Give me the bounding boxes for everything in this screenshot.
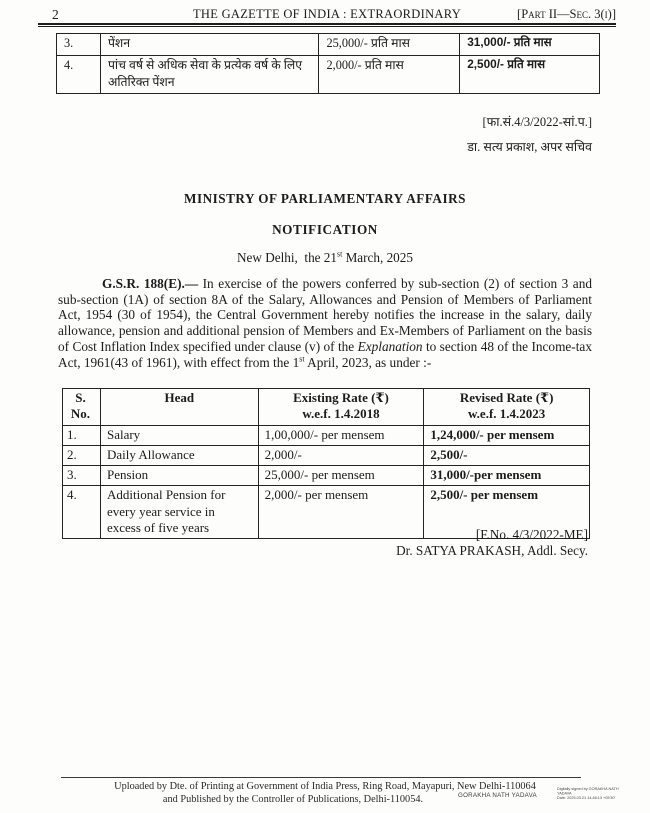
cell-head: Salary <box>100 425 258 445</box>
footer-upload-line: Uploaded by Dte. of Printing at Government of India Press, Ring Road, Mayapuri, New Delhi-110064 <box>114 781 536 792</box>
gsr-text-1: In exercise of the powers conferred by sub-section (2) of section 3 and sub-section (1A) of section 8A of the Salary, Allowances and Pension of Members of Parliament Act, 1954 (30 of 1954), the Central Government hereby notifies the increase in the salary, daily allowance, pension and additional pension of Members and Ex-Members of Parliament on the basis of Cost Inflation Index specified under clause (v) of the <box>58 276 592 354</box>
page-number: 2 <box>52 7 59 22</box>
header-existing-line1: Existing Rate (₹) <box>293 390 389 405</box>
date-text: New Delhi, the 21 <box>237 250 337 265</box>
table-row <box>57 56 600 94</box>
header-rule <box>38 23 616 27</box>
explanation-italic: Explanation <box>357 338 423 354</box>
signature-line1: Digitally signed by GORAKHA NATH <box>557 787 619 792</box>
header-serial <box>63 389 101 426</box>
table-row <box>63 445 590 465</box>
cell-serial: 4. <box>63 486 101 539</box>
signature-line2: YADAVA <box>557 791 572 796</box>
gsr-text-2: to section 48 of the Income-tax Act, 1961(43 of 1961), with effect from the 1 <box>58 338 592 370</box>
cell-revised-rate: 31,000/-per mensem <box>424 466 590 486</box>
cell-head: Daily Allowance <box>100 445 258 465</box>
digital-signer-name: GORAKHA NATH YADAVA <box>458 792 537 799</box>
table-row <box>63 466 590 486</box>
date-ordinal-suffix: st <box>299 354 305 364</box>
hindi-file-number: [फा.सं.4/3/2022-सां.प.] <box>482 115 592 129</box>
cell-revised-rate: 2,500/- per mensem <box>424 486 590 539</box>
cell-serial: 3. <box>63 466 101 486</box>
table-header-row <box>63 389 590 426</box>
date-ordinal-suffix: st <box>337 249 343 259</box>
header-serial-line1: S. <box>75 390 86 405</box>
part-section-label: [Part II—Sec. 3(i)] <box>517 7 616 21</box>
cell-existing-rate: 2,000/- <box>258 445 424 465</box>
ministry-heading: MINISTRY OF PARLIAMENTARY AFFAIRS <box>184 191 466 206</box>
cell-existing-rate: 1,00,000/- per mensem <box>258 425 424 445</box>
cell-existing-rate: 25,000/- प्रति मास <box>319 34 460 56</box>
header-revised-rate <box>424 389 590 426</box>
cell-revised-rate: 2,500/- <box>424 445 590 465</box>
rate-table <box>62 388 590 539</box>
cell-serial: 1. <box>63 425 101 445</box>
cell-head: Pension <box>100 466 258 486</box>
header-revised-line2: w.e.f. 1.4.2023 <box>468 406 546 422</box>
notification-heading: NOTIFICATION <box>272 222 378 237</box>
header-existing-line2: w.e.f. 1.4.2018 <box>302 406 380 422</box>
hindi-officer-name: डा. सत्य प्रकाश, अपर सचिव <box>467 140 592 154</box>
english-signoff <box>396 527 588 558</box>
place-date-line <box>0 250 650 266</box>
page-header <box>38 7 616 23</box>
footer-rule <box>61 777 581 778</box>
cell-serial: 2. <box>63 445 101 465</box>
gsr-paragraph <box>58 276 592 370</box>
header-serial-line2: No. <box>70 406 91 422</box>
table-row <box>57 34 600 56</box>
header-head: Head <box>100 389 258 426</box>
table-row <box>63 425 590 445</box>
gazette-title: THE GAZETTE OF INDIA : EXTRAORDINARY <box>192 7 462 21</box>
gsr-number: G.S.R. 188(E).— <box>102 276 199 291</box>
digital-signature-block <box>557 787 644 801</box>
file-number: [F.No. 4/3/2022-ME] <box>475 527 588 542</box>
cell-existing-rate: 2,000/- per mensem <box>258 486 424 539</box>
cell-head: पांच वर्ष से अधिक सेवा के प्रत्येक वर्ष के लिए अतिरिक्त पेंशन <box>100 56 319 94</box>
cell-revised-rate: 1,24,000/- per mensem <box>424 425 590 445</box>
header-revised-line1: Revised Rate (₹) <box>459 390 554 405</box>
officer-name: Dr. SATYA PRAKASH, Addl. Secy. <box>396 542 588 558</box>
cell-serial: 3. <box>57 34 101 56</box>
footer-publish-line: and Published by the Controller of Publications, Delhi-110054. <box>162 794 424 805</box>
gsr-text-3: April, 2023, as under :- <box>304 354 432 370</box>
cell-head: Additional Pension for every year service in excess of five years <box>100 486 258 539</box>
cell-serial: 4. <box>57 56 101 94</box>
cell-head: पेंशन <box>100 34 319 56</box>
cell-existing-rate: 2,000/- प्रति मास <box>319 56 460 94</box>
cell-revised-rate: 31,000/- प्रति मास <box>460 34 600 56</box>
hindi-signoff <box>467 110 592 160</box>
cell-existing-rate: 25,000/- per mensem <box>258 466 424 486</box>
header-existing-rate <box>258 389 424 426</box>
date-text-rest: March, 2025 <box>342 250 413 265</box>
signature-line3: Date: 2025.03.21 14:46:13 +05'30' <box>557 796 616 801</box>
cell-revised-rate: 2,500/- प्रति मास <box>460 56 600 94</box>
hindi-rate-table <box>56 33 600 94</box>
